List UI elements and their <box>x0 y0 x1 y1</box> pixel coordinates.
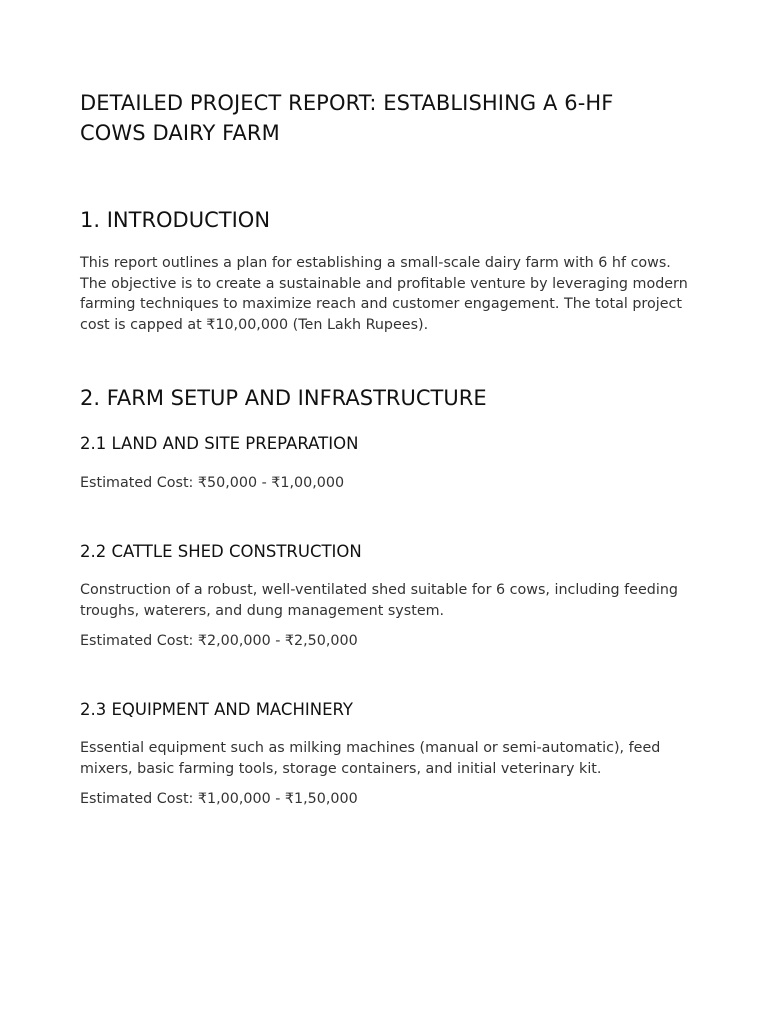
cattle-shed-cost: Estimated Cost: ₹2,00,000 - ₹2,50,000 <box>80 633 358 649</box>
subsection-heading-cattle-shed: 2.2 CATTLE SHED CONSTRUCTION <box>80 542 362 561</box>
land-site-cost: Estimated Cost: ₹50,000 - ₹1,00,000 <box>80 475 345 491</box>
introduction-paragraph: This report outlines a plan for establishing a small-scale dairy farm with 6 hf cows. The objective is to create a sustainable and profitable venture by leveraging modern farming techniques to maximize reach and customer engagement. The total project cost is capped at ₹10,00,000 (Ten Lakh Rupees). <box>80 255 688 333</box>
equipment-description: Essential equipment such as milking machines (manual or semi-automatic), feed mixers, basic farming tools, storage containers, and initial veterinary kit. <box>80 740 661 777</box>
equipment-cost: Estimated Cost: ₹1,00,000 - ₹1,50,000 <box>80 791 358 807</box>
section-heading-introduction: 1. INTRODUCTION <box>80 208 271 232</box>
document-title: DETAILED PROJECT REPORT: ESTABLISHING A 6-HF COWS DAIRY FARM <box>80 91 614 145</box>
cattle-shed-description: Construction of a robust, well-ventilated shed suitable for 6 cows, including feeding troughs, waterers, and dung management system. <box>80 582 678 619</box>
subsection-heading-equipment: 2.3 EQUIPMENT AND MACHINERY <box>80 700 353 719</box>
section-heading-farm-setup: 2. FARM SETUP AND INFRASTRUCTURE <box>80 386 487 410</box>
subsection-heading-land-site: 2.1 LAND AND SITE PREPARATION <box>80 434 359 453</box>
